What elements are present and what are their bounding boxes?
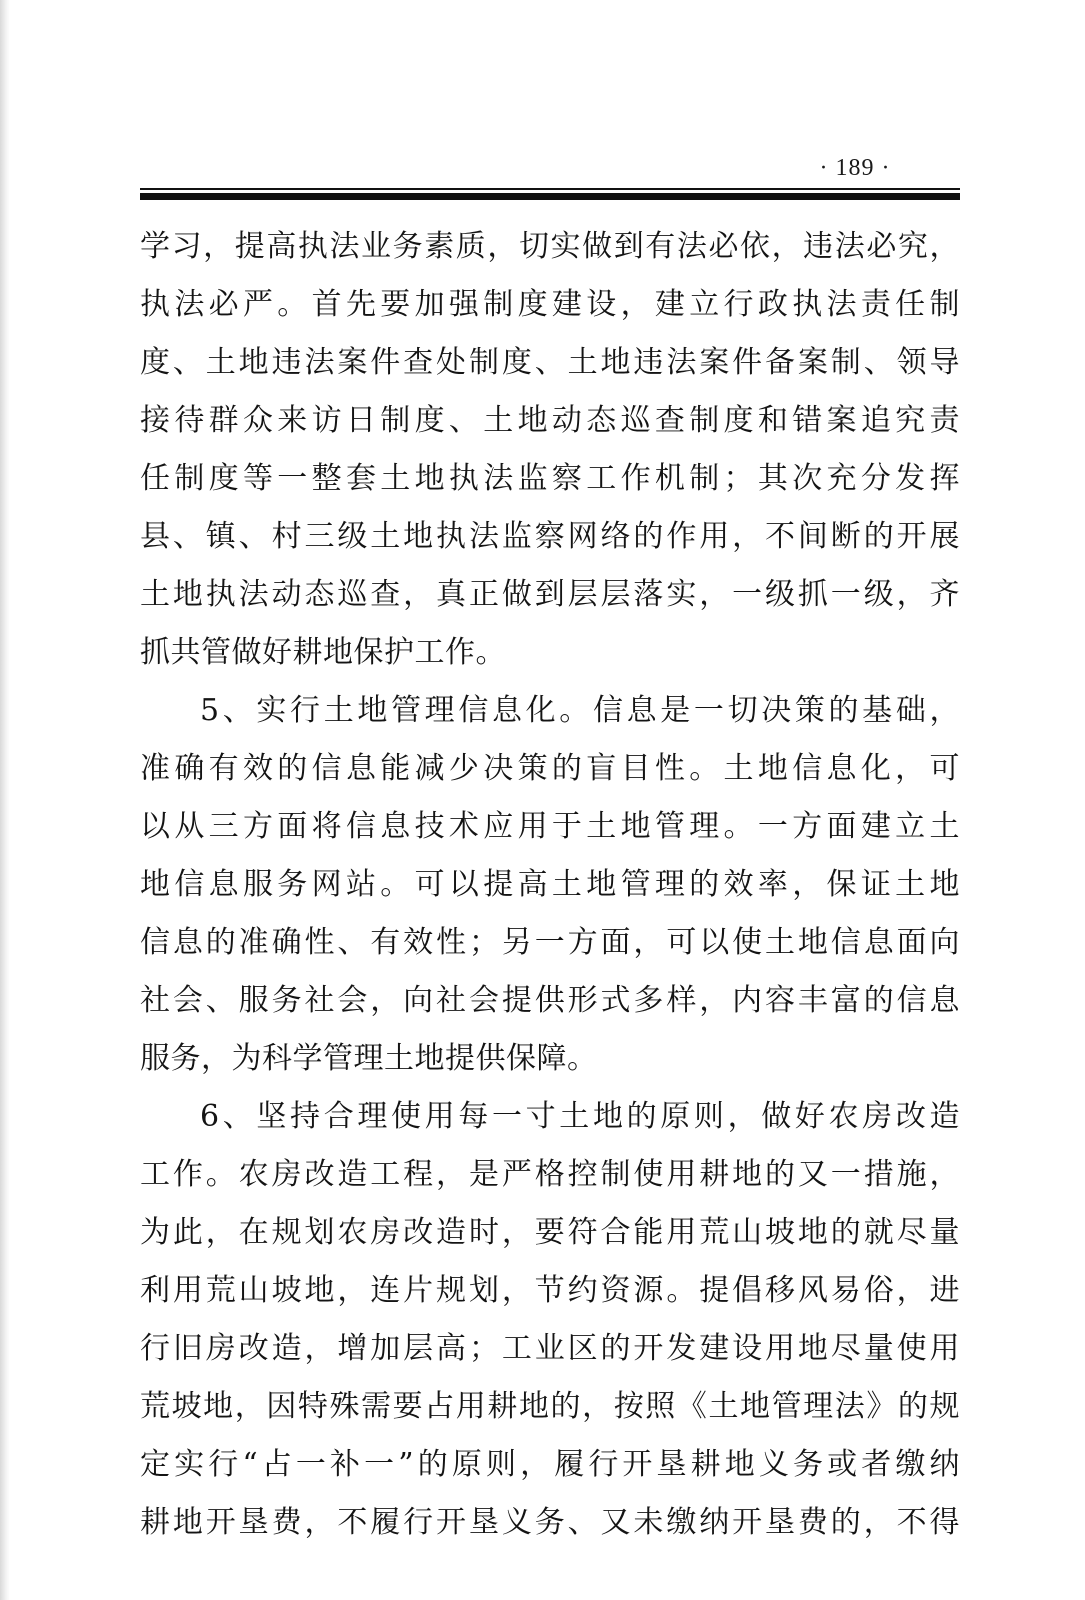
text-line: 度、土地违法案件查处制度、土地违法案件备案制、领导 <box>140 345 960 380</box>
text-line: 准确有效的信息能减少决策的盲目性。土地信息化，可 <box>140 751 960 786</box>
text-line: 耕地开垦费，不履行开垦义务、又未缴纳开垦费的，不得 <box>140 1505 960 1540</box>
text-line: 土地执法动态巡查，真正做到层层落实，一级抓一级，齐 <box>140 577 960 612</box>
text-line: 工作。农房改造工程，是严格控制使用耕地的又一措施， <box>140 1157 960 1192</box>
page-number: · 189 · <box>819 155 891 181</box>
text-line: 接待群众来访日制度、土地动态巡查制度和错案追究责 <box>140 403 960 438</box>
text-line: 以从三方面将信息技术应用于土地管理。一方面建立土 <box>140 809 960 844</box>
text-line: 服务，为科学管理土地提供保障。 <box>140 1041 598 1076</box>
text-line: 抓共管做好耕地保护工作。 <box>140 635 506 670</box>
text-line: 5、实行土地管理信息化。信息是一切决策的基础， <box>200 693 960 728</box>
text-line: 地信息服务网站。可以提高土地管理的效率，保证土地 <box>140 867 960 902</box>
text-line: 县、镇、村三级土地执法监察网络的作用，不间断的开展 <box>140 519 960 554</box>
text-line: 行旧房改造，增加层高；工业区的开发建设用地尽量使用 <box>140 1331 960 1366</box>
body-text <box>140 218 960 1552</box>
text-line: 执法必严。首先要加强制度建设，建立行政执法责任制 <box>140 287 960 322</box>
page-edge-shadow <box>0 0 10 1600</box>
paragraph-item-5 <box>140 682 960 1088</box>
text-line: 利用荒山坡地，连片规划，节约资源。提倡移风易俗，进 <box>140 1273 960 1308</box>
paragraph-continued <box>140 218 960 682</box>
text-line: 学习，提高执法业务素质，切实做到有法必依，违法必究， <box>140 229 960 264</box>
text-line: 为此，在规划农房改造时，要符合能用荒山坡地的就尽量 <box>140 1215 960 1250</box>
text-line: 6、坚持合理使用每一寸土地的原则，做好农房改造 <box>200 1099 960 1134</box>
header-rule-thick <box>140 193 960 200</box>
text-line: 信息的准确性、有效性；另一方面，可以使土地信息面向 <box>140 925 960 960</box>
header-rule-thin <box>140 188 960 190</box>
text-line: 荒坡地，因特殊需要占用耕地的，按照《土地管理法》的规 <box>140 1389 960 1424</box>
text-line: 任制度等一整套土地执法监察工作机制；其次充分发挥 <box>140 461 960 496</box>
text-line: 社会、服务社会，向社会提供形式多样，内容丰富的信息 <box>140 983 960 1018</box>
text-line: 定实行“占一补一”的原则，履行开垦耕地义务或者缴纳 <box>140 1447 960 1482</box>
paragraph-item-6 <box>140 1088 960 1552</box>
